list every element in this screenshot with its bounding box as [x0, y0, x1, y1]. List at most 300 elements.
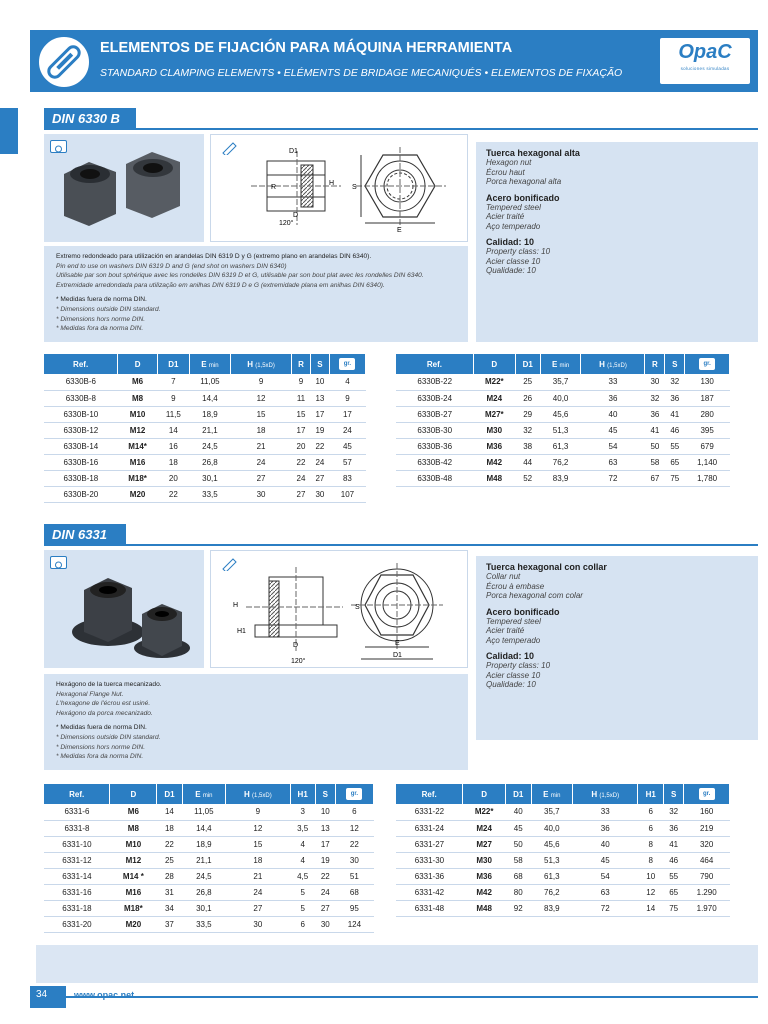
description-din6330b	[44, 246, 468, 342]
table-cell: M42	[463, 884, 506, 900]
table-cell: 1,140	[685, 454, 730, 470]
table-cell: 36	[573, 820, 638, 836]
table-cell: M42	[473, 454, 515, 470]
table-cell: 26,8	[182, 884, 226, 900]
column-header-label: R	[298, 359, 304, 369]
table-row	[396, 868, 730, 884]
weight-label: gr.	[699, 358, 715, 370]
table-cell: 33	[573, 804, 638, 820]
table-cell: 14	[638, 900, 664, 916]
side-tab	[0, 108, 18, 154]
table-cell: 25	[515, 374, 540, 390]
svg-text:120°: 120°	[279, 220, 294, 227]
camera-icon	[50, 556, 67, 569]
table-row	[396, 884, 730, 900]
table-row	[44, 374, 366, 390]
table-cell: 6330B-27	[396, 406, 473, 422]
desc-fr: L'hexagone de l'écrou est usiné.	[56, 700, 151, 708]
table-row	[44, 422, 366, 438]
table-cell: 80	[505, 884, 531, 900]
table-row	[396, 900, 730, 916]
table-cell: 68	[335, 884, 373, 900]
column-header-sub: min	[559, 362, 570, 369]
column-header	[515, 354, 540, 374]
table-cell: M14*	[118, 438, 158, 454]
note-fr: * Dimensions hors norme DIN.	[56, 315, 146, 323]
column-header-label: E	[195, 789, 201, 799]
column-header-sub: (1,5xD)	[607, 362, 627, 369]
spec-name: Tuerca hexagonal alta	[486, 148, 580, 158]
table-cell: 33,5	[189, 486, 230, 502]
table-cell: 17	[310, 406, 329, 422]
note-pt: * Medidas fora da norma DIN.	[56, 325, 144, 333]
table-cell: 50	[645, 438, 665, 454]
table-cell: M10	[110, 836, 157, 852]
column-header	[463, 784, 506, 804]
column-header	[638, 784, 664, 804]
column-header	[540, 354, 581, 374]
table-cell: 6331-18	[44, 900, 110, 916]
column-header-label: S	[672, 359, 678, 369]
table-cell: 9	[292, 374, 311, 390]
table-cell: 45,6	[531, 836, 573, 852]
table-cell: 6331-6	[44, 804, 110, 820]
table-cell: M16	[110, 884, 157, 900]
table-cell: 18,9	[189, 406, 230, 422]
table-cell: 67	[645, 470, 665, 486]
table-cell: 18	[231, 422, 292, 438]
table-cell: 33,5	[182, 916, 226, 932]
table-cell: 18,9	[182, 836, 226, 852]
table-cell: 6330B-8	[44, 390, 118, 406]
column-header-label: H	[244, 789, 250, 799]
table-cell: 55	[665, 438, 685, 454]
column-header	[110, 784, 157, 804]
table-row	[44, 486, 366, 502]
table-cell: 40,0	[531, 820, 573, 836]
table-cell: 44	[515, 454, 540, 470]
page-title: ELEMENTOS DE FIJACIÓN PARA MÁQUINA HERRAMIENTA	[100, 40, 513, 56]
spec-quality: Calidad: 10	[486, 651, 535, 661]
table-cell: 6	[638, 820, 664, 836]
weight-label: gr.	[699, 788, 715, 800]
table-cell: 83	[329, 470, 365, 486]
table-cell: 13	[315, 820, 335, 836]
table-cell: M18*	[110, 900, 157, 916]
column-header-sub: (1,5xD)	[252, 792, 272, 799]
spec-name: Tuerca hexagonal con collar	[486, 562, 607, 572]
table-cell: 45,6	[540, 406, 581, 422]
desc-es: Hexágono de la tuerca mecanizado.	[56, 681, 162, 688]
spec-quality-en: Property class: 10	[486, 247, 551, 256]
desc-pt: Hexágono da porca mecanizado.	[56, 709, 153, 717]
column-header-label: E	[543, 789, 549, 799]
table-row	[396, 422, 730, 438]
table-cell: M27	[463, 836, 506, 852]
table-cell: 21	[226, 868, 290, 884]
svg-text:H: H	[233, 602, 239, 609]
table-cell: 58	[505, 852, 531, 868]
table-cell: 12	[638, 884, 664, 900]
table-cell: M27*	[473, 406, 515, 422]
column-header-label: E	[201, 359, 207, 369]
table-cell: 40	[573, 836, 638, 852]
table-din6331-left	[44, 784, 374, 933]
table-cell: 7	[157, 374, 189, 390]
table-cell: 9	[226, 804, 290, 820]
table-cell: 22	[292, 454, 311, 470]
table-cell: 32	[665, 374, 685, 390]
column-header	[290, 784, 315, 804]
table-cell: 40,0	[540, 390, 581, 406]
table-cell: 30	[335, 852, 373, 868]
table-cell: 22	[315, 868, 335, 884]
table-cell: 40	[505, 804, 531, 820]
table-row	[44, 868, 374, 884]
spec-name-en: Collar nut	[486, 572, 521, 581]
table-header-row	[396, 354, 730, 374]
section-title-din6330b: DIN 6330 B	[44, 108, 136, 130]
table-cell: 41	[645, 422, 665, 438]
table-cell: M10	[118, 406, 158, 422]
table-cell: 68	[505, 868, 531, 884]
table-cell: 30	[645, 374, 665, 390]
table-cell: 61,3	[540, 438, 581, 454]
column-header-label: D	[491, 359, 498, 369]
table-cell: 15	[231, 406, 292, 422]
table-cell: 27	[315, 900, 335, 916]
table-row	[396, 836, 730, 852]
brand-logo	[660, 38, 750, 84]
table-cell: M12	[118, 422, 158, 438]
table-cell: 34	[157, 900, 182, 916]
table-cell: 35,7	[540, 374, 581, 390]
weight-icon	[329, 354, 365, 374]
table-cell: 6331-36	[396, 868, 463, 884]
table-cell: 35,7	[531, 804, 573, 820]
table-din6331-right	[396, 784, 730, 917]
table-cell: 6331-20	[44, 916, 110, 932]
table-cell: 219	[684, 820, 730, 836]
table-cell: M48	[463, 900, 506, 916]
table-cell: 55	[664, 868, 684, 884]
note-pt: * Medidas fora da norma DIN.	[56, 753, 144, 761]
footer-decoration	[36, 945, 758, 983]
table-cell: 20	[292, 438, 311, 454]
table-cell: 6331-48	[396, 900, 463, 916]
table-cell: 130	[685, 374, 730, 390]
column-header-sub: (1,5xD)	[599, 792, 620, 799]
table-cell: 6331-16	[44, 884, 110, 900]
svg-text:E: E	[395, 640, 400, 647]
desc-en: Hexagonal Flange Nut.	[56, 690, 124, 698]
table-cell: 27	[231, 470, 292, 486]
website-link[interactable]: www.opac.net	[74, 990, 135, 1000]
table-row	[44, 454, 366, 470]
section-title-din6331: DIN 6331	[44, 524, 126, 546]
column-header-label: S	[670, 789, 677, 799]
table-cell: 36	[645, 406, 665, 422]
wrench-logo-icon	[36, 34, 92, 90]
table-cell: M22*	[463, 804, 506, 820]
spec-quality-en: Property class: 10	[486, 661, 551, 670]
table-cell: 6330B-16	[44, 454, 118, 470]
table-cell: 46	[664, 852, 684, 868]
column-header	[396, 354, 473, 374]
table-cell: 6330B-42	[396, 454, 473, 470]
dim-d1: D1	[289, 148, 298, 155]
spec-name-fr: Écrou haut	[486, 167, 525, 177]
note-es: * Medidas fuera de norma DIN.	[56, 296, 147, 304]
table-cell: 17	[292, 422, 311, 438]
table-cell: M36	[473, 438, 515, 454]
column-header-sub: (1,5xD)	[255, 362, 275, 369]
table-cell: M20	[110, 916, 157, 932]
column-header-sub: min	[202, 792, 213, 799]
svg-text:E: E	[397, 227, 402, 234]
column-header-label: Ref.	[69, 789, 85, 799]
column-header	[292, 354, 311, 374]
table-cell: 14,4	[189, 390, 230, 406]
table-cell: 16	[157, 438, 189, 454]
table-header-row	[44, 354, 366, 374]
weight-icon	[335, 784, 373, 804]
table-row	[44, 390, 366, 406]
table-cell: 24	[292, 470, 311, 486]
table-cell: 22	[157, 836, 182, 852]
table-cell: 10	[638, 868, 664, 884]
logo-subtext: soluciones simuladas	[680, 66, 730, 71]
table-cell: 11	[292, 390, 311, 406]
table-cell: 17	[329, 406, 365, 422]
table-cell: 6	[335, 804, 373, 820]
table-cell: 11,05	[189, 374, 230, 390]
table-cell: 18	[226, 852, 290, 868]
table-cell: 10	[310, 374, 329, 390]
column-header	[189, 354, 230, 374]
product-photo-panel	[44, 550, 204, 668]
table-cell: 37	[157, 916, 182, 932]
table-cell: 9	[157, 390, 189, 406]
table-cell: 6331-10	[44, 836, 110, 852]
table-row	[396, 438, 730, 454]
table-cell: 72	[581, 470, 645, 486]
table-row	[396, 390, 730, 406]
column-header-label: Ref.	[421, 789, 437, 799]
table-cell: 160	[684, 804, 730, 820]
desc-pt: Extremidade arredondada para utilização em anilhas DIN 6319 D e G (extremidade plana em anilhas DIN 6340).	[56, 281, 385, 289]
table-cell: M8	[110, 820, 157, 836]
column-header-label: E	[551, 359, 558, 369]
table-cell: 24	[329, 422, 365, 438]
table-cell: 75	[665, 470, 685, 486]
table-cell: 32	[515, 422, 540, 438]
spec-name-pt: Porca hexagonal com colar	[486, 591, 583, 600]
table-cell: 65	[665, 454, 685, 470]
table-cell: M6	[110, 804, 157, 820]
table-cell: 15	[226, 836, 290, 852]
table-row	[44, 470, 366, 486]
table-cell: 41	[665, 406, 685, 422]
table-cell: 6331-30	[396, 852, 463, 868]
column-header-label: Ref.	[73, 359, 89, 369]
spec-material-fr: Acier traité	[486, 212, 525, 221]
table-cell: 51	[335, 868, 373, 884]
table-cell: 464	[684, 852, 730, 868]
table-cell: 95	[335, 900, 373, 916]
spec-material-pt: Aço temperado	[486, 635, 541, 645]
table-cell: 9	[231, 374, 292, 390]
table-row	[396, 406, 730, 422]
table-cell: 19	[315, 852, 335, 868]
spec-material: Acero bonificado	[486, 606, 560, 617]
table-cell: 57	[329, 454, 365, 470]
table-row	[44, 884, 374, 900]
table-cell: 24	[315, 884, 335, 900]
table-cell: 92	[505, 900, 531, 916]
weight-icon	[685, 354, 730, 374]
table-cell: 24,5	[182, 868, 226, 884]
table-cell: 8	[638, 852, 664, 868]
column-header	[231, 354, 292, 374]
table-cell: 41	[664, 836, 684, 852]
column-header-label: H1	[297, 789, 308, 799]
table-cell: 75	[664, 900, 684, 916]
spec-name-fr: Écrou à embase	[486, 581, 545, 591]
table-cell: 8	[638, 836, 664, 852]
table-cell: M18*	[118, 470, 158, 486]
table-din6330b-left	[44, 354, 366, 503]
spec-name-en: Hexagon nut	[486, 158, 532, 167]
spec-material-en: Tempered steel	[486, 616, 541, 626]
table-cell: 26,8	[189, 454, 230, 470]
table-cell: 24	[226, 884, 290, 900]
table-cell: 6330B-24	[396, 390, 473, 406]
table-cell: 6330B-48	[396, 470, 473, 486]
table-cell: M24	[463, 820, 506, 836]
table-cell: 6330B-6	[44, 374, 118, 390]
table-cell: 21,1	[182, 852, 226, 868]
table-cell: 3,5	[290, 820, 315, 836]
column-header	[573, 784, 638, 804]
table-cell: 18	[157, 820, 182, 836]
table-cell: M36	[463, 868, 506, 884]
table-row	[396, 470, 730, 486]
table-cell: 30	[231, 486, 292, 502]
table-cell: 61,3	[531, 868, 573, 884]
table-cell: 6331-14	[44, 868, 110, 884]
weight-icon	[684, 784, 730, 804]
collar-nut-photo	[44, 550, 204, 668]
table-row	[44, 820, 374, 836]
table-cell: 63	[581, 454, 645, 470]
spec-quality-fr: Acier classe 10	[486, 670, 541, 680]
table-cell: 27	[226, 900, 290, 916]
svg-text:S: S	[355, 604, 360, 611]
svg-text:D: D	[293, 642, 299, 649]
spec-quality-fr: Acier classe 10	[486, 256, 541, 266]
desc-es: Extremo redondeado para utilización en arandelas DIN 6319 D y G (extremo plano en arandelas DIN 6340).	[56, 253, 372, 260]
table-cell: 6	[638, 804, 664, 820]
column-header-label: S	[317, 359, 323, 369]
table-cell: 83,9	[531, 900, 573, 916]
table-cell: 46	[665, 422, 685, 438]
table-cell: 14	[157, 422, 189, 438]
table-cell: 11,5	[157, 406, 189, 422]
column-header	[44, 784, 110, 804]
svg-text:D: D	[293, 212, 299, 219]
table-cell: 9	[329, 390, 365, 406]
spec-material: Acero bonificado	[486, 192, 560, 203]
spec-quality: Calidad: 10	[486, 237, 535, 247]
column-header	[310, 354, 329, 374]
table-cell: 6331-22	[396, 804, 463, 820]
table-cell: 6331-24	[396, 820, 463, 836]
table-cell: 36	[664, 820, 684, 836]
table-cell: 10	[315, 804, 335, 820]
note-en: * Dimensions outside DIN standard.	[56, 733, 161, 741]
column-header-label: R	[652, 359, 658, 369]
page-subtitle: STANDARD CLAMPING ELEMENTS • ELÉMENTS DE BRIDAGE MECANIQUÉS • ELEMENTOS DE FIXAÇÃO	[100, 67, 623, 79]
table-cell: 124	[335, 916, 373, 932]
table-cell: 21	[231, 438, 292, 454]
table-cell: 32	[645, 390, 665, 406]
spec-name-pt: Porca hexagonal alta	[486, 177, 562, 186]
svg-text:H: H	[329, 180, 335, 187]
column-header-label: D1	[168, 359, 179, 369]
table-cell: 24	[310, 454, 329, 470]
table-cell: 25	[157, 852, 182, 868]
table-cell: 187	[685, 390, 730, 406]
table-cell: 27	[310, 470, 329, 486]
column-header	[44, 354, 118, 374]
table-cell: 4	[290, 852, 315, 868]
table-cell: 5	[290, 900, 315, 916]
table-cell: M8	[118, 390, 158, 406]
table-cell: 45	[505, 820, 531, 836]
table-cell: M30	[463, 852, 506, 868]
table-cell: M16	[118, 454, 158, 470]
table-cell: 40	[581, 406, 645, 422]
table-cell: 790	[684, 868, 730, 884]
column-header	[182, 784, 226, 804]
table-row	[44, 438, 366, 454]
table-cell: 13	[310, 390, 329, 406]
column-header-label: H1	[645, 789, 656, 799]
desc-en: Pin end to use on washers DIN 6319 D and G (end shot on washers DIN 6340)	[56, 262, 287, 270]
table-cell: M48	[473, 470, 515, 486]
table-cell: 5	[290, 884, 315, 900]
table-cell: 30,1	[182, 900, 226, 916]
table-cell: 22	[310, 438, 329, 454]
table-cell: 6330B-18	[44, 470, 118, 486]
column-header	[581, 354, 645, 374]
spec-material-pt: Aço temperado	[486, 221, 541, 231]
svg-text:S: S	[352, 184, 357, 191]
table-cell: 14,4	[182, 820, 226, 836]
table-cell: 22	[335, 836, 373, 852]
table-cell: 26	[515, 390, 540, 406]
table-cell: M14 *	[110, 868, 157, 884]
weight-label: gr.	[346, 788, 362, 800]
table-cell: 54	[573, 868, 638, 884]
column-header-label: D1	[522, 359, 533, 369]
table-cell: 6	[290, 916, 315, 932]
table-cell: 11,05	[182, 804, 226, 820]
nut-drawing-din6330b	[211, 135, 469, 243]
table-cell: 6330B-12	[44, 422, 118, 438]
table-row	[44, 900, 374, 916]
